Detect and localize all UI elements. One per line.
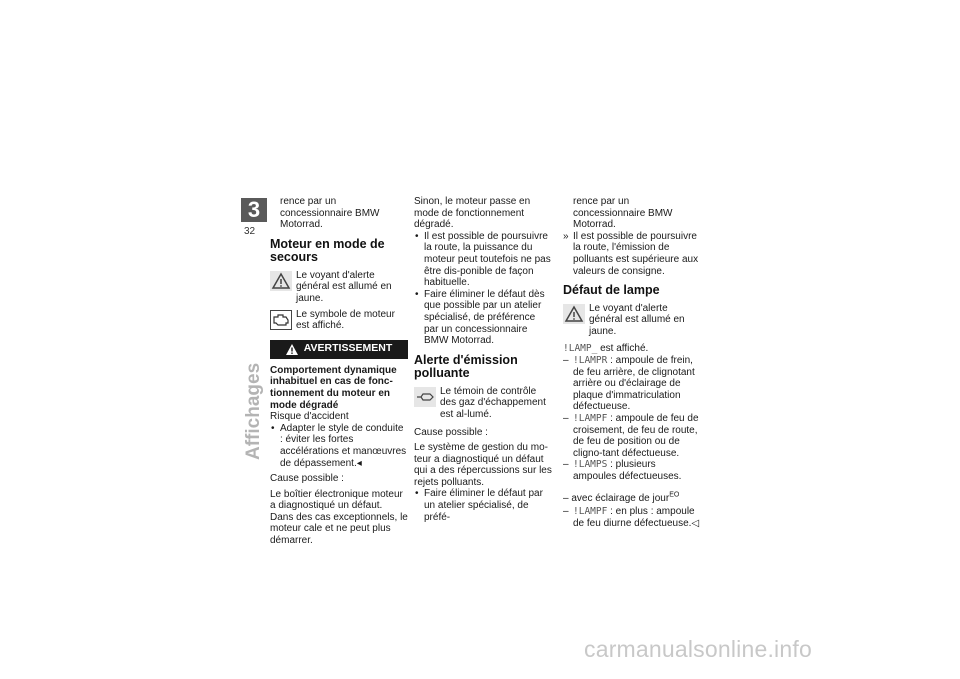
risk-text: Risque d'accident [270,411,349,423]
column-2 [414,196,552,527]
cause-text: Le boîtier électronique moteur a diagnostiqué un défaut. Dans des cas exceptionnels, le moteur cale et ne peut plus démarrer. [270,488,408,547]
engine-symbol-text: Le symbole de moteur est affiché. [296,308,395,332]
chapter-title: Affichages [243,362,264,460]
emission-text: Le témoin de contrôle des gaz d'échappement est al-lumé. [440,385,546,420]
drl-line: – avec éclairage de jour$^{EO}$ [563,491,680,504]
list-item: – !LAMPR : ampoule de frein, de feu arrière, de clignotant arrière ou d'éclairage de plaque d'immatriculation défectueuse. [563,355,701,413]
heading-emission-alert: Alerte d'émission polluante [414,352,518,381]
drl-superscript: EO [669,491,680,499]
list-item: – !LAMPF : en plus : ampoule de feu diurne défectueuse.◁ [563,506,701,529]
intro-text: rence par un concessionnaire BMW Motorrad. [280,196,380,231]
mode-bullets [414,231,552,347]
warning-triangle-icon [270,271,292,291]
list-item: • Il est possible de poursuivre la route, la puissance du moteur peut toutefois ne pas être dis-ponible de façon habituelle. [414,231,552,289]
engine-icon [270,310,292,330]
list-item: • Adapter le style de conduite : éviter les fortes accélérations et manœuvres de dépassement.◂ [270,423,408,469]
chapter-side-title [241,340,267,460]
warning-triangle-icon [286,344,298,355]
warning-banner [270,340,408,359]
cause-text: Le système de gestion du mo-teur a diagnostiqué un défaut qui a des répercussions sur les rejets polluants. [414,442,552,488]
emission-bullets [414,488,552,523]
continued-text: rence par un concessionnaire BMW Motorrad. [573,196,673,231]
cause-label: Cause possible : [414,426,488,438]
engine-symbol-row [270,309,408,332]
drl-codes-list [563,506,701,529]
continued-text: Sinon, le moteur passe en mode de fonctionnement dégradé. [414,196,531,231]
heading-emergency-mode: Moteur en mode de secours [270,236,385,265]
lamp-code: !LAMP_ [563,343,598,355]
column-3 [563,196,701,533]
warning-title: Comportement dynamique inhabituel en cas de fonc-tionnement du moteur en mode dégradé [270,364,397,411]
general-warning-text: Le voyant d'alerte général est allumé en jaune. [589,302,685,337]
heading-lamp-fault: Défaut de lampe [563,283,660,298]
column-1 [270,196,408,551]
lamp-suffix: est affiché. [600,343,649,355]
list-item: – !LAMPS : plusieurs ampoules défectueuses. [563,459,701,482]
general-warning-row [563,303,701,338]
list-item: » Il est possible de poursuivre la route, l'émission de polluants est supérieure aux valeurs de consigne. [563,231,701,277]
watermark: carmanualsonline.info [584,636,812,662]
warning-bullets [270,423,408,469]
list-item: • Faire éliminer le défaut par un atelier spécialisé, de préfé- [414,488,552,523]
warning-triangle-icon [563,304,585,324]
list-item: – !LAMPF : ampoule de feu de croisement, de feu de route, de feu de position ou de cligno-tant défectueuse. [563,413,701,459]
warning-label: AVERTISSEMENT [303,342,393,355]
emission-result [563,231,701,277]
emission-row [414,386,552,421]
lamp-display-line [563,343,701,355]
general-warning-text: Le voyant d'alerte général est allumé en jaune. [296,269,392,304]
exhaust-icon [414,387,436,407]
cause-label: Cause possible : [270,473,344,485]
page-number: 32 [244,226,256,237]
general-warning-row [270,270,408,305]
list-item: • Faire éliminer le défaut dès que possible par un atelier spécialisé, de préférence par un concessionnaire BMW Motorrad. [414,289,552,347]
chapter-number: 3 [241,198,267,222]
lamp-codes-list [563,355,701,483]
